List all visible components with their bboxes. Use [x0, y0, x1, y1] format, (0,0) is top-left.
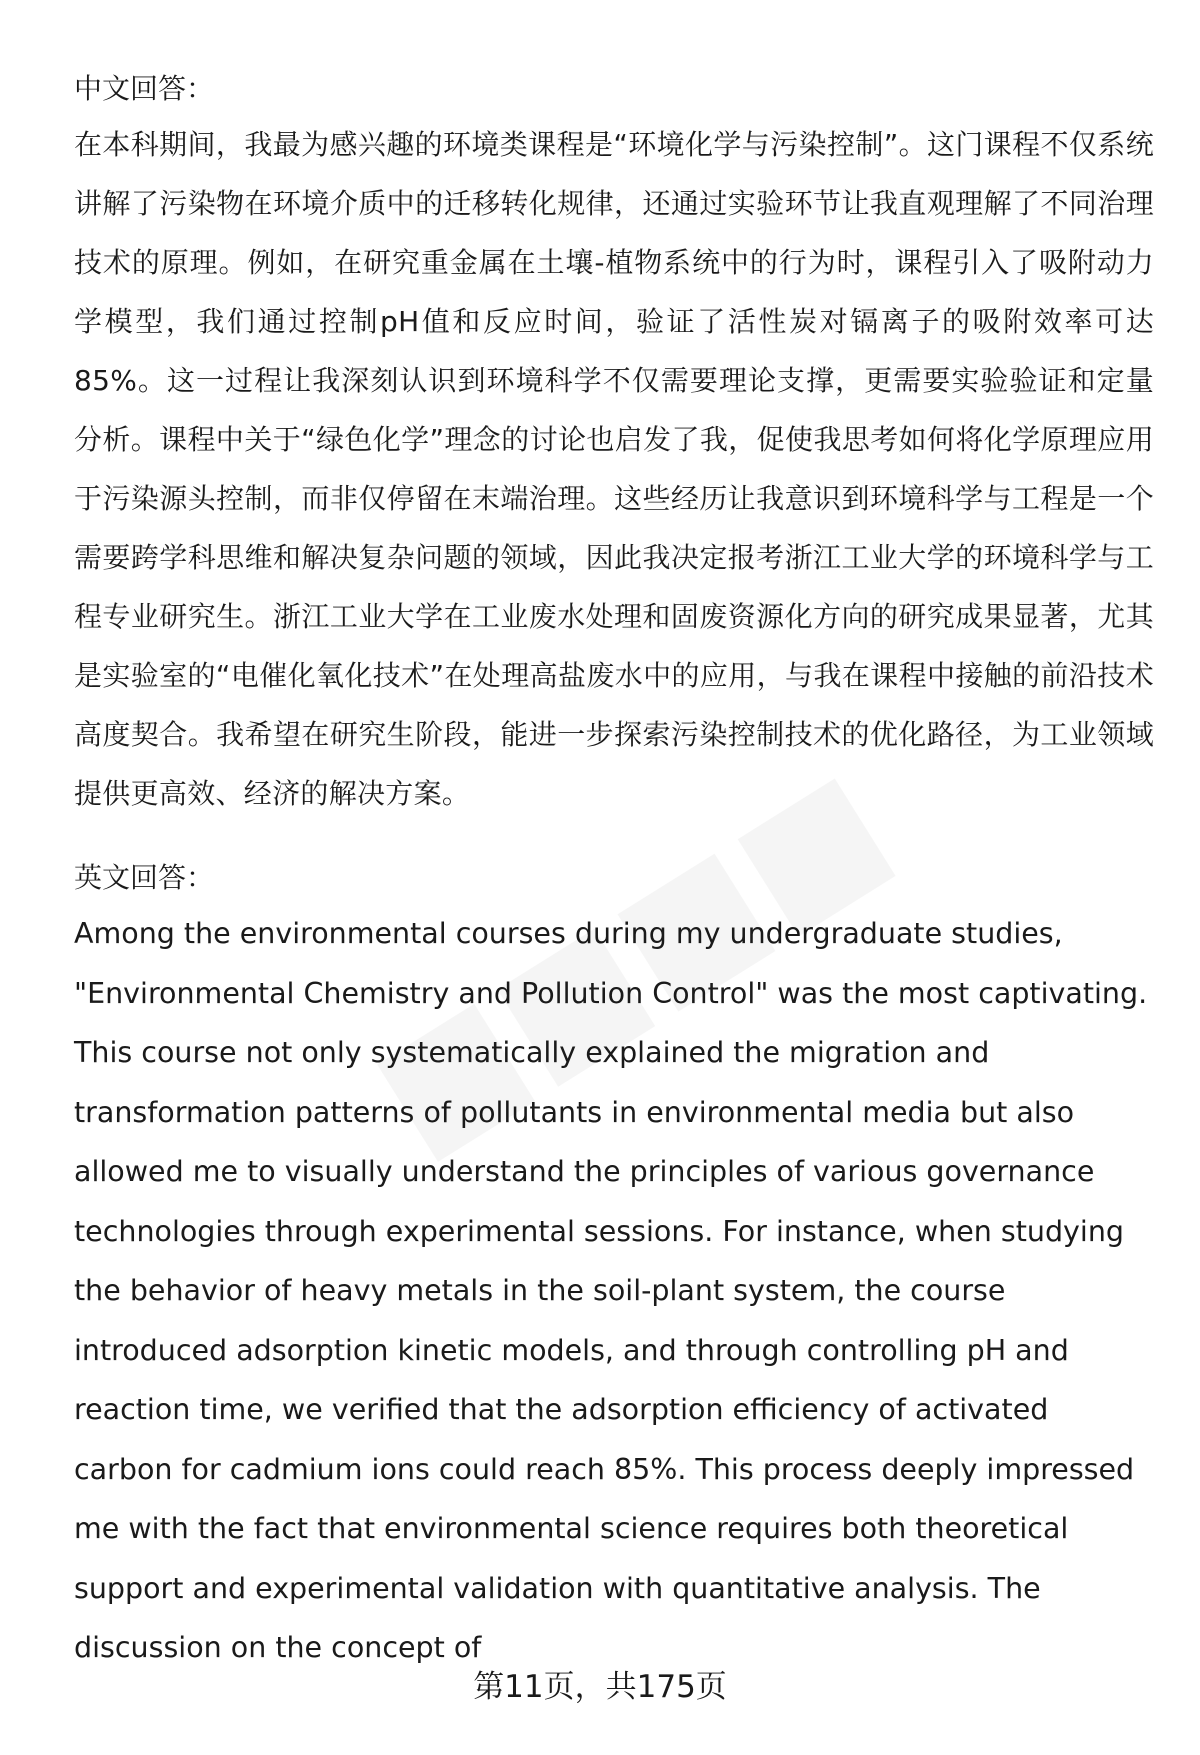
document-body — [74, 64, 1154, 1678]
english-answer-section — [74, 853, 1154, 1678]
chinese-answer-heading: 中文回答： — [74, 72, 215, 105]
english-answer-heading: 英文回答： — [74, 861, 215, 894]
chinese-answer-paragraph: 在本科期间，我最为感兴趣的环境类课程是“环境化学与污染控制”。这门课程不仅系统讲解了污染物在环境介质中的迁移转化规律，还通过实验环节让我直观理解了不同治理技术的原理。例如，在研究重金属在土壤-植物系统中的行为时，课程引入了吸附动力学模型，我们通过控制pH值和反应时间，验证了活性炭对镉离子的吸附效率可达85%。这一过程让我深刻认识到环境科学不仅需要理论支撑，更需要实验验证和定量分析。课程中关于“绿色化学”理念的讨论也启发了我，促使我思考如何将化学原理应用于污染源头控制，而非仅停留在末端治理。这些经历让我意识到环境科学与工程是一个需要跨学科思维和解决复杂问题的领域，因此我决定报考浙江工业大学的环境科学与工程专业研究生。浙江工业大学在工业废水处理和固废资源化方向的研究成果显著，尤其是实验室的“电催化氧化技术”在处理高盐废水中的应用，与我在课程中接触的前沿技术高度契合。我希望在研究生阶段，能进一步探索污染控制技术的优化路径，为工业领域提供更高效、经济的解决方案。 — [74, 128, 1154, 810]
english-answer-paragraph: Among the environmental courses during my undergraduate studies, "Environmental Chemistry and Pollution Control" was the most captivating. This course not only systematically explained the migration and transformation patterns of pollutants in environmental media but also allowed me to visually understand the principles of various governance technologies through experimental sessions. For instance, when studying the behavior of heavy metals in the soil-plant system, the course introduced adsorption kinetic models, and through controlling pH and reaction time, we verified that the adsorption efficiency of activated carbon for cadmium ions could reach 85%. This process deeply impressed me with the fact that environmental science requires both theoretical support and experimental validation with quantitative analysis. The discussion on the concept of — [74, 917, 1148, 1664]
page-number-footer: 第11页，共175页 — [473, 1669, 727, 1705]
